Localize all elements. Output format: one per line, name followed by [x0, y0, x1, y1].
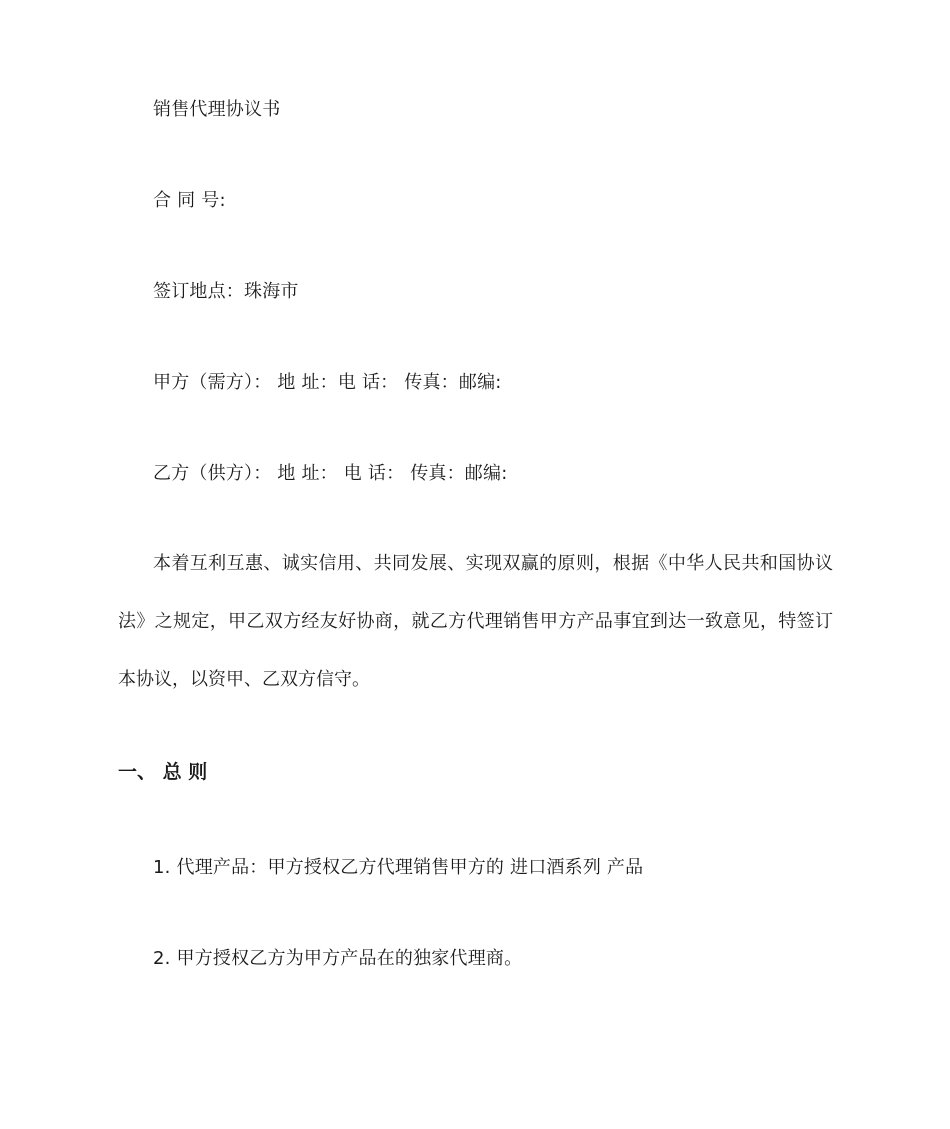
clause-item: 1. 代理产品：甲方授权乙方代理销售甲方的 进口酒系列 产品 [153, 857, 644, 878]
contract-number-line: 合 同 号: [153, 190, 226, 211]
party-a-line: 甲方（需方）： 地 址：电 话： 传真：邮编: [153, 372, 502, 393]
document-title: 销售代理协议书 [153, 99, 281, 120]
signing-place-line: 签订地点：珠海市 [153, 281, 299, 302]
clause-item: 2. 甲方授权乙方为甲方产品在的独家代理商。 [153, 948, 523, 969]
preamble-paragraph: 本着互利互惠、诚实信用、共同发展、实现双赢的原则，根据《中华人民共和国协议法》之规定，甲乙双方经友好协商，就乙方代理销售甲方产品事宜到达一致意见，特签订本协议，以资甲、乙双方信守。 [118, 553, 833, 690]
section-heading-general: 一、 总 则 [118, 761, 208, 783]
party-b-line: 乙方（供方）： 地 址： 电 话： 传真：邮编: [153, 463, 508, 484]
